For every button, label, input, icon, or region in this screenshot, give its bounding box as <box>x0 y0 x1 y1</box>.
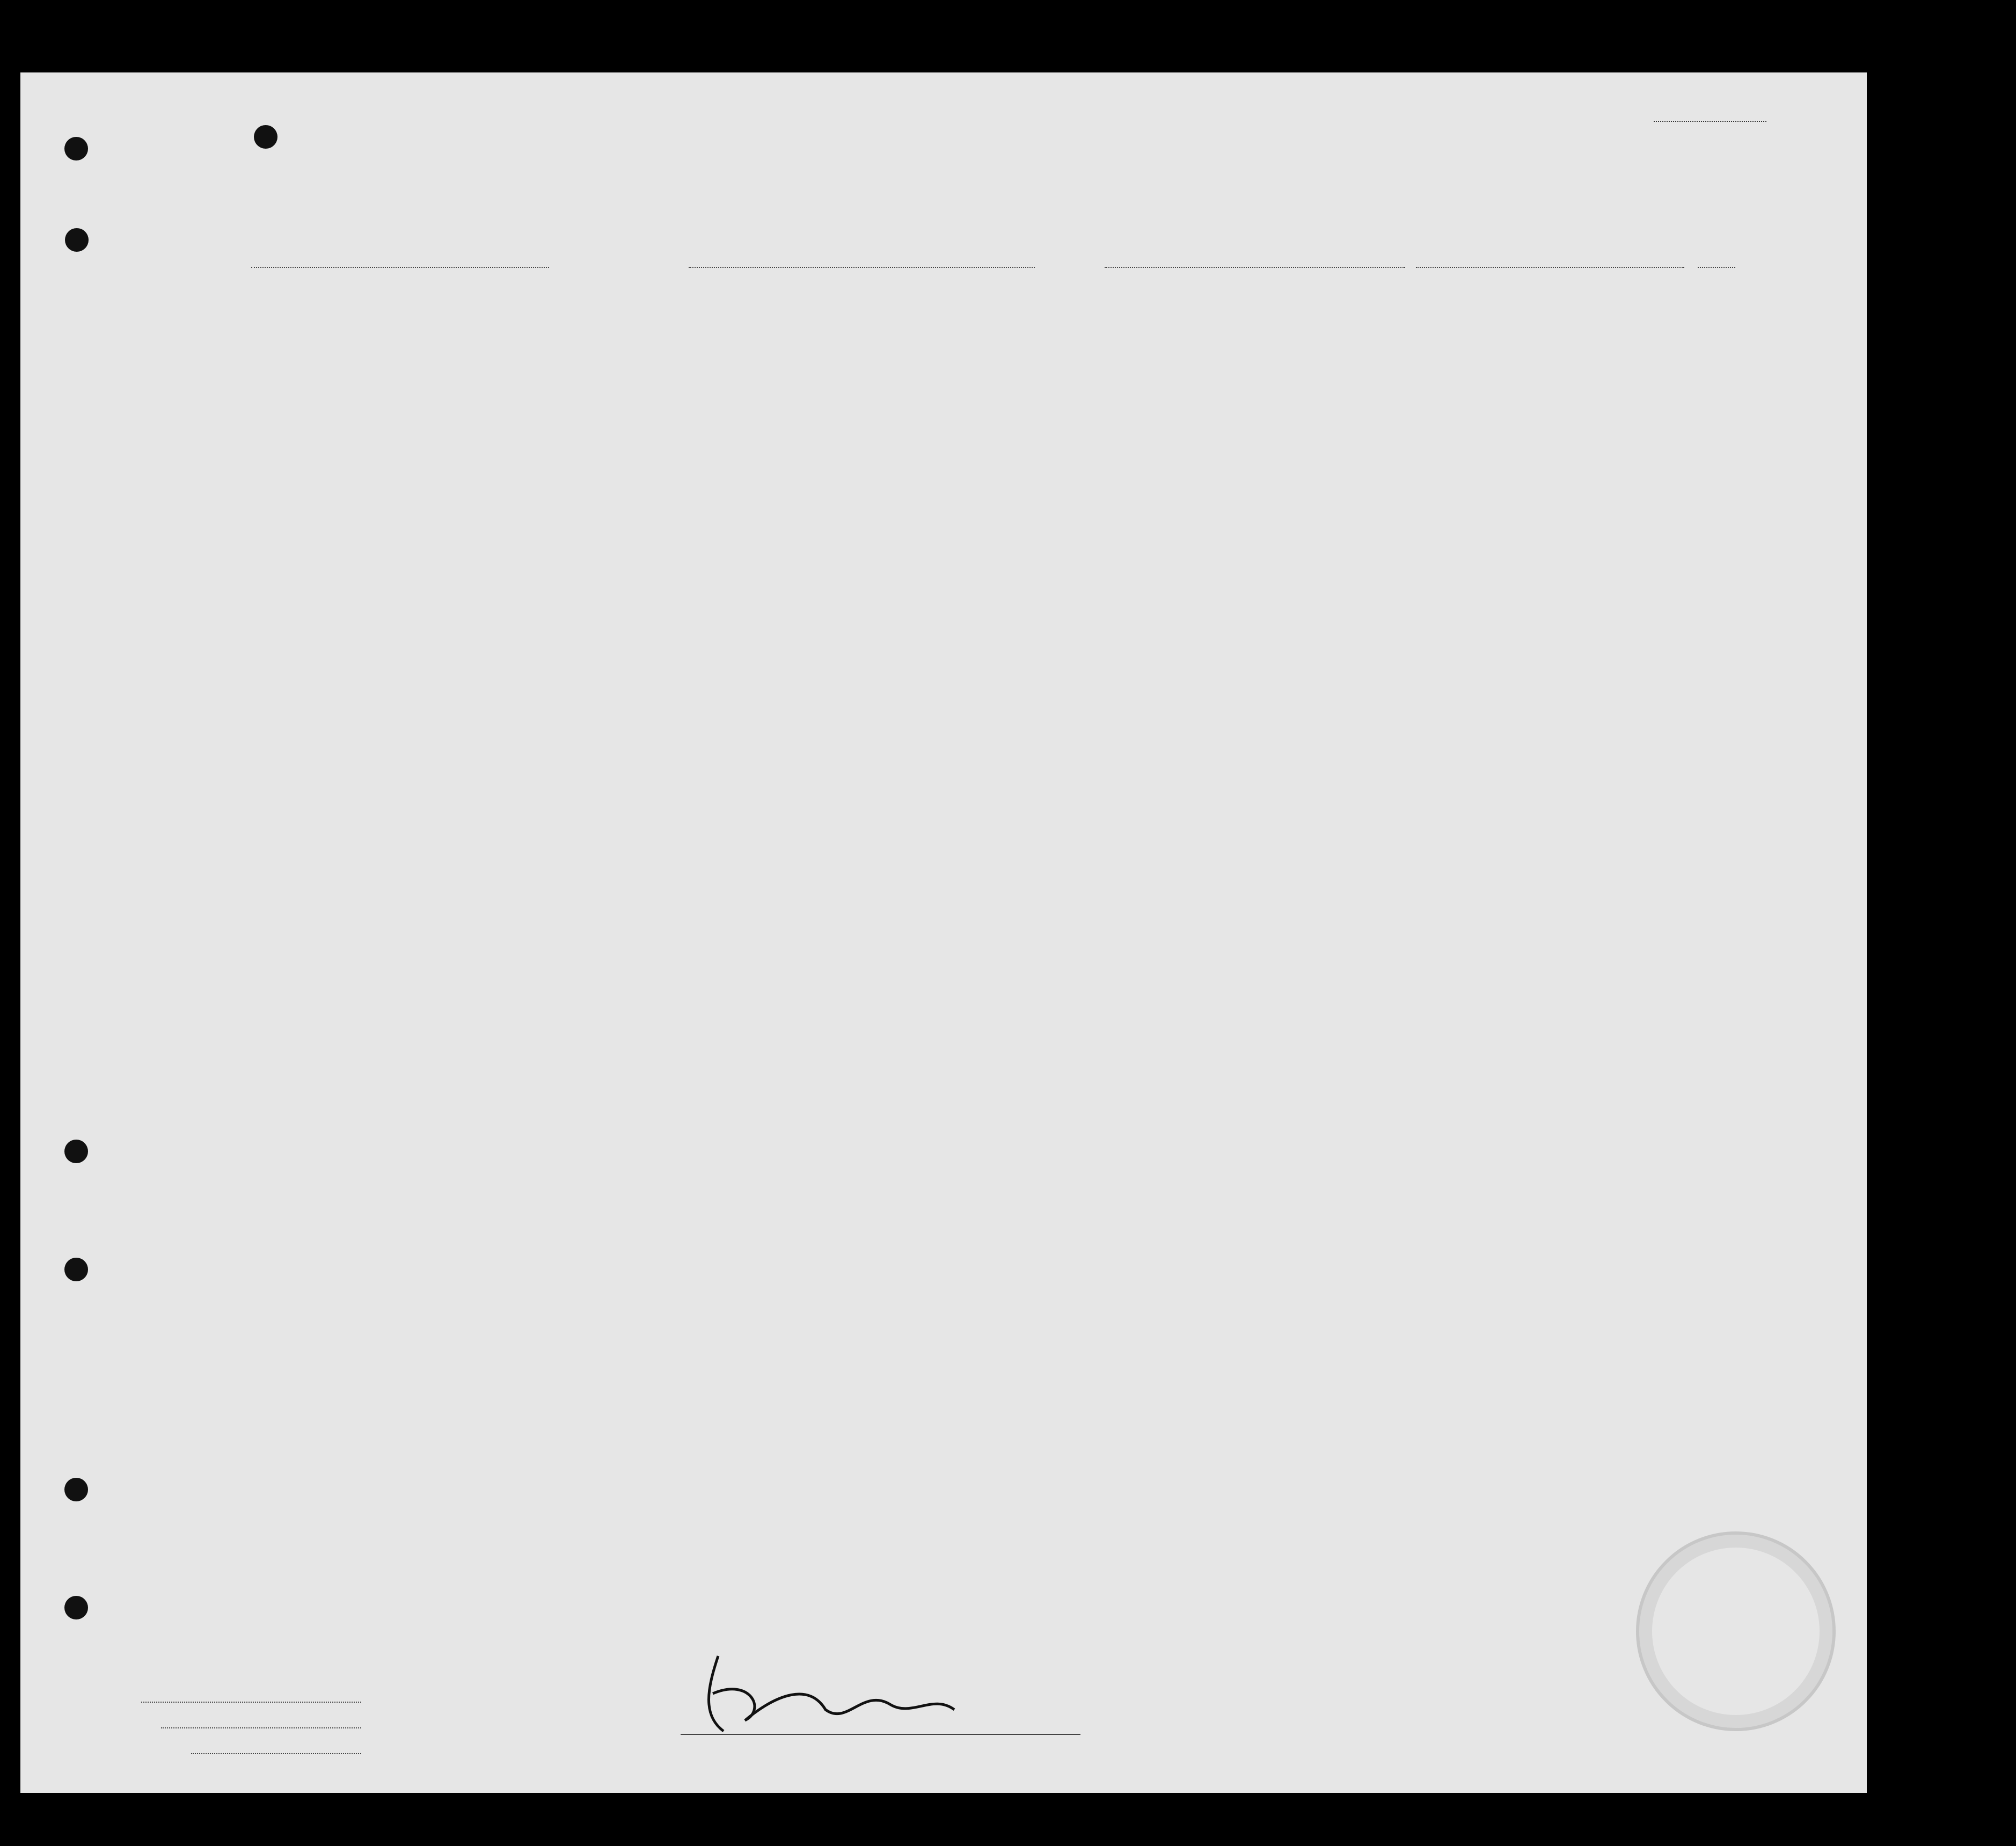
inspector-underline <box>681 1734 1080 1735</box>
embossed-seal <box>1636 1531 1836 1731</box>
inspector-signature <box>686 1645 965 1742</box>
service-check-marks <box>20 72 1867 1793</box>
agents-underline <box>191 1753 361 1754</box>
owners-underline <box>161 1727 361 1728</box>
line-underline <box>141 1702 361 1703</box>
manifest-sheet <box>20 72 1867 1793</box>
